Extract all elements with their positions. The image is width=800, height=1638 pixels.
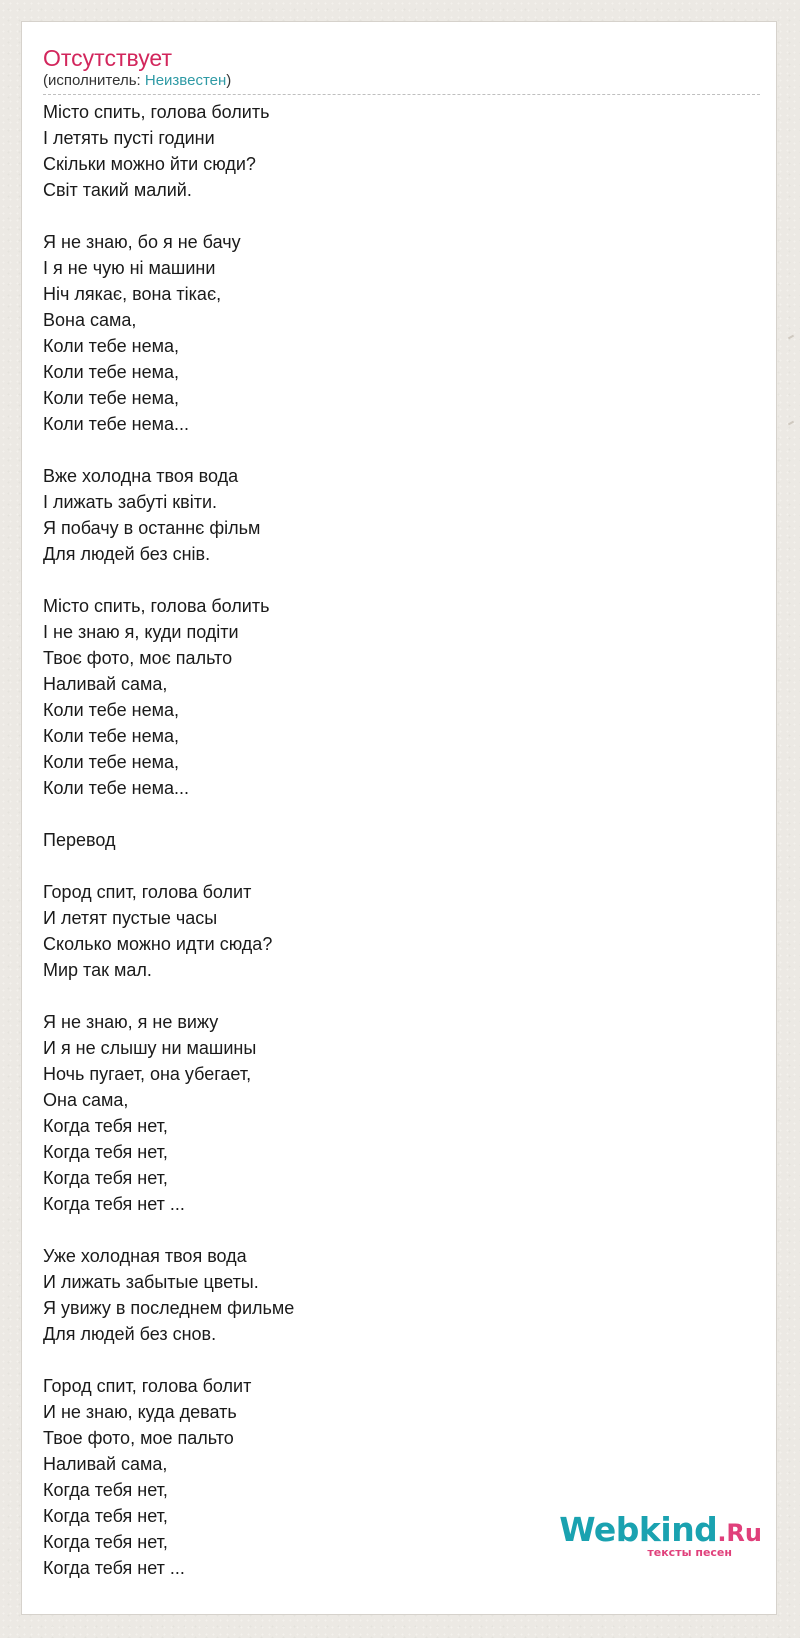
logo-suffix: .Ru	[717, 1519, 762, 1547]
artist-line	[43, 71, 231, 91]
lyrics-text: Місто спить, голова болить І летять пусті години Скільки можно йти сюди? Світ такий малий. Я не знаю, бо я не бачу І я не чую ні машини Ніч лякає, вона тікає, Вона сама, Коли тебе нема, Коли тебе нема, Коли тебе нема, Коли тебе нема... Вже холодна твоя вода І лижать забуті квіти. Я побачу в останнє фільм Для людей без снів. Місто спить, голова болить І не знаю я, куди подіти Твоє фото, моє пальто Наливай сама, Коли тебе нема, Коли тебе нема, Коли тебе нема, Коли тебе нема... Перевод Город спит, голова болит И летят пустые часы Сколько можно идти сюда? Мир так мал. Я не знаю, я не вижу И я не слышу ни машины Ночь пугает, она убегает, Она сама, Когда тебя нет, Когда тебя нет, Когда тебя нет, Когда тебя нет ... Уже холодная твоя вода И лижать забытые цветы. Я увижу в последнем фильме Для людей без снов. Город спит, голова болит И не знаю, куда девать Твое фото, мое пальто Наливай сама, Когда тебя нет, Когда тебя нет, Когда тебя нет, Когда тебя нет ...	[43, 102, 295, 1578]
artist-prefix: (исполнитель:	[43, 72, 145, 89]
logo-tagline: тексты песен	[647, 1546, 732, 1559]
title-divider	[43, 94, 760, 95]
song-title: Отсутствует	[43, 45, 172, 71]
decorative-mark	[788, 421, 794, 426]
decorative-mark	[788, 335, 794, 340]
site-logo[interactable]	[559, 1510, 762, 1580]
artist-link[interactable]: Неизвестен	[144, 72, 227, 89]
lyrics-card	[21, 21, 777, 1615]
artist-suffix: )	[226, 72, 232, 89]
logo-main-text: Webkind	[559, 1510, 718, 1549]
